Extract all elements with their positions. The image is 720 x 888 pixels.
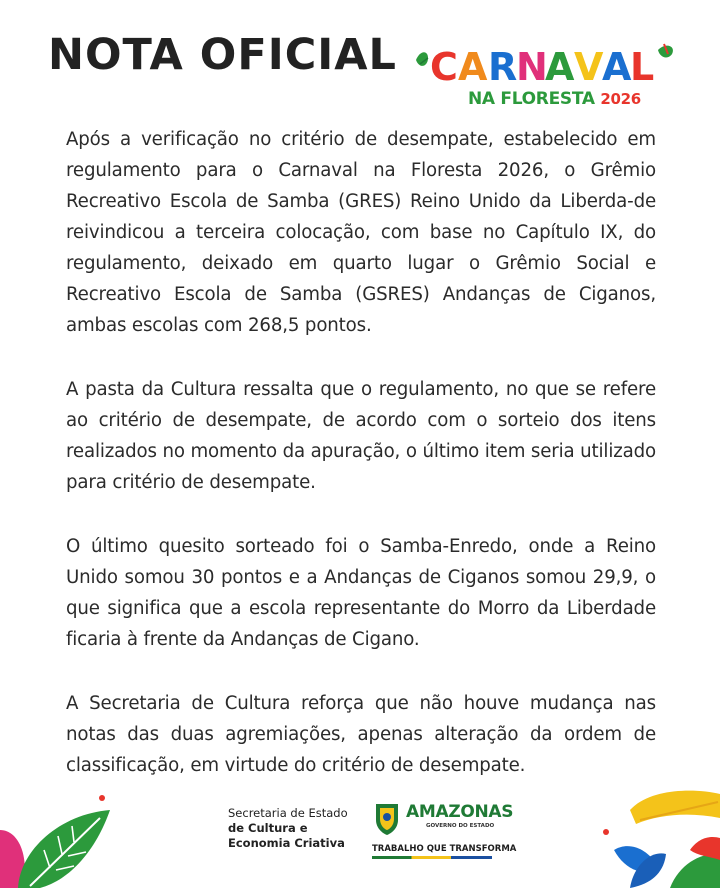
page-title: NOTA OFICIAL [48, 30, 397, 80]
carnaval-sub-year: 2026 [600, 90, 641, 108]
leaf-decoration-left [0, 790, 130, 888]
amazonas-crest-icon [372, 800, 402, 836]
amazonas-color-bar [372, 856, 492, 859]
carnaval-subtitle [468, 89, 641, 109]
paragraph: A pasta da Cultura ressalta que o regulamento, no que se refere ao critério de desempate, de acordo com o sorteio dos itens realizados no momento da apuração, o último item seria utilizado para critério de desempate. [66, 379, 656, 493]
paragraph: O último quesito sorteado foi o Samba-Enredo, onde a Reino Unido somou 30 pontos e a Andanças de Ciganos somou 29,9, o que significa que a escola representante do Morro da Liberdade ficaria à frente da Andanças de Cigano. [66, 536, 656, 650]
paragraph: A Secretaria de Cultura reforça que não houve mudança nas notas das duas agremiações, apenas alteração da ordem de classificação, em virtude do critério de desempate. [66, 693, 656, 776]
leaf-decoration-right [600, 780, 720, 888]
svg-text:A: A [458, 45, 488, 89]
carnaval-logo [414, 40, 680, 112]
secretaria-line2: de Cultura e [228, 821, 308, 835]
svg-text:L: L [630, 45, 655, 89]
paragraph: Após a verificação no critério de desempate, estabelecido em regulamento para o Carnaval na Floresta 2026, o Grêmio Recreativo Escola de Samba (GRES) Reino Unido da Liberda-de reivindicou a terceira colocação, com base no Capítulo IX, do regulamento, deixado em quarto lugar o Grêmio Social e Recreativo Escola de Samba (GSRES) Andanças de Ciganos, ambas escolas com 268,5 pontos. [66, 129, 656, 336]
amazonas-slogan: TRABALHO QUE TRANSFORMA [372, 844, 517, 854]
carnaval-sub-prefix: NA FLORESTA [468, 89, 595, 109]
secretaria-line1: Secretaria de Estado [228, 806, 348, 820]
svg-text:V: V [574, 45, 604, 89]
svg-text:A: A [545, 45, 575, 89]
svg-text:C: C [430, 45, 458, 89]
svg-text:A: A [602, 45, 632, 89]
amazonas-gov: GOVERNO DO ESTADO [426, 823, 495, 829]
svg-text:R: R [488, 45, 518, 89]
svg-text:N: N [516, 45, 548, 89]
carnaval-wordmark [414, 40, 680, 90]
secretaria-logo [228, 806, 348, 851]
secretaria-line3: Economia Criativa [228, 836, 345, 850]
note-body [66, 124, 656, 814]
amazonas-name: AMAZONAS [406, 802, 514, 822]
amazonas-logo [372, 796, 517, 860]
